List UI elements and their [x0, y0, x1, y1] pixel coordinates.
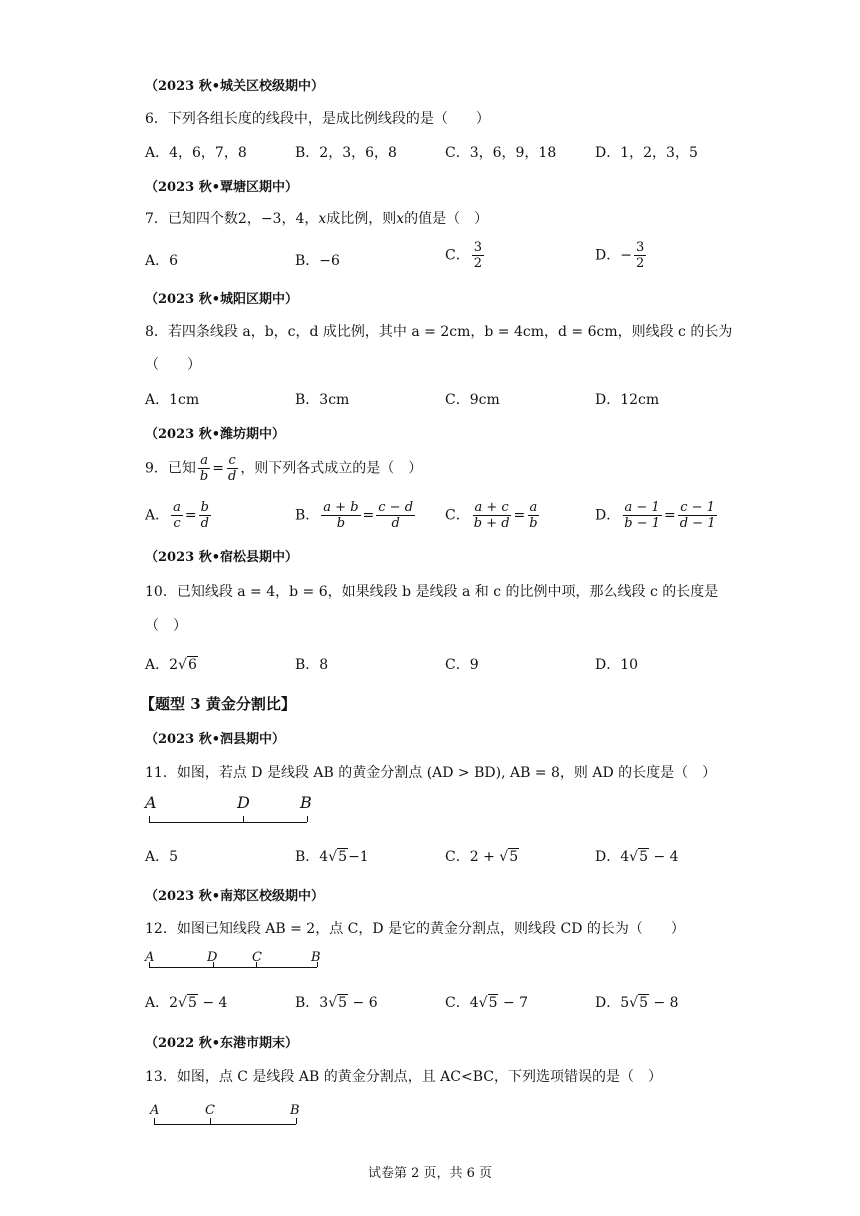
question-6-stem: 6．下列各组长度的线段中，是成比例线段的是（ ）	[145, 111, 490, 127]
q13-point-c-label: C	[205, 1103, 215, 1118]
q11-option-d: D．4√5 − 4	[595, 849, 679, 865]
q11-tick-d	[243, 816, 244, 822]
q7-option-d: D．− $\frac{3}{2}$	[595, 240, 645, 271]
q11-option-a: A．5	[145, 849, 179, 865]
q10-option-c: C．9	[445, 657, 479, 673]
q11-point-d-label: D	[237, 793, 250, 812]
question-13-stem: 13．如图，点 C 是线段 AB 的黄金分割点，且 AC<BC，下列选项错误的是（ ）	[145, 1069, 662, 1085]
q9-option-c: C． $\frac{a + c}{b + d}$ = $\frac{a}{b}$	[445, 500, 538, 531]
question-10-stem-cont: （ ）	[145, 618, 187, 634]
q13-tick-b	[296, 1118, 297, 1124]
question-10-stem: 10．已知线段 a = 4，b = 6，如果线段 b 是线段 a 和 c 的比例中项，那么线段 c 的长度是	[145, 584, 719, 600]
source-q9: （2023 秋•潍坊期中）	[145, 427, 286, 442]
q12-tick-b	[317, 962, 318, 967]
question-7-stem: 7．已知四个数2，−3，4，x成比例，则x的值是（ ）	[145, 211, 489, 227]
q12-tick-d	[213, 962, 214, 967]
q13-tick-c	[210, 1118, 211, 1124]
q13-point-a-label: A	[150, 1103, 160, 1118]
q11-tick-b	[307, 816, 308, 822]
q7-option-c: C． $\frac{3}{2}$	[445, 240, 482, 271]
q7-option-a: A．6	[145, 253, 179, 269]
source-q12: （2023 秋•南郑区校级期中）	[145, 889, 325, 904]
q12-option-d: D．5√5 − 8	[595, 995, 679, 1011]
q11-option-c: C．2 + √5	[445, 849, 519, 865]
source-q13: （2022 秋•东港市期末）	[145, 1036, 299, 1051]
q11-segment-line	[149, 822, 307, 823]
q8-option-d: D．12cm	[595, 392, 660, 408]
source-q10: （2023 秋•宿松县期中）	[145, 550, 299, 565]
q10-option-b: B．8	[295, 657, 329, 673]
q6-option-b: B．2，3，6，8	[295, 145, 397, 161]
q12-point-a-label: A	[145, 950, 155, 965]
source-q6: （2023 秋•城关区校级期中）	[145, 79, 325, 94]
q12-option-b: B．3√5 − 6	[295, 995, 378, 1011]
question-8-stem-cont: （ ）	[145, 357, 201, 373]
q12-tick-a	[149, 962, 150, 967]
question-9-stem: 9．已知 $\frac{a}{b}$ = $\frac{c}{d}$ ，则下列各式成立的是（ ）	[145, 453, 423, 484]
q8-option-b: B．3cm	[295, 392, 350, 408]
q12-segment-line	[149, 967, 317, 968]
q12-point-d-label: D	[207, 950, 218, 965]
q6-option-a: A．4，6，7，8	[145, 145, 247, 161]
q12-point-c-label: C	[252, 950, 262, 965]
q11-tick-a	[149, 816, 150, 822]
question-12-stem: 12．如图已知线段 AB = 2，点 C，D 是它的黄金分割点，则线段 CD 的长为（ ）	[145, 921, 685, 937]
source-q7: （2023 秋•覃塘区期中）	[145, 180, 299, 195]
page-footer: 试卷第 2 页，共 6 页	[367, 1166, 493, 1181]
question-8-stem: 8．若四条线段 a，b，c，d 成比例，其中 a = 2cm，b = 4cm，d = 6cm，则线段 c 的长为	[145, 324, 733, 340]
q12-tick-c	[256, 962, 257, 967]
source-q8: （2023 秋•城阳区期中）	[145, 292, 299, 307]
source-q11: （2023 秋•泗县期中）	[145, 732, 286, 747]
q10-option-d: D．10	[595, 657, 639, 673]
q13-segment-line	[154, 1124, 296, 1125]
q13-tick-a	[154, 1118, 155, 1124]
q9-option-d: D． $\frac{a - 1}{b - 1}$ = $\frac{c - 1}{d - 1}$	[595, 500, 716, 531]
q11-point-b-label: B	[300, 793, 312, 812]
q9-option-b: B． $\frac{a + b}{b}$ = $\frac{c - d}{d}$	[295, 500, 414, 531]
q13-point-b-label: B	[290, 1103, 300, 1118]
section-heading: 【题型 3 黄金分割比】	[140, 695, 296, 713]
q11-option-b: B．4√5−1	[295, 849, 369, 865]
q7-option-b: B．−6	[295, 253, 340, 269]
q9-option-a: A． $\frac{a}{c}$ = $\frac{b}{d}$	[145, 500, 209, 531]
q8-option-c: C．9cm	[445, 392, 500, 408]
q12-option-a: A．2√5 − 4	[145, 995, 228, 1011]
q12-option-c: C．4√5 − 7	[445, 995, 529, 1011]
q10-option-a: A．2√6	[145, 657, 197, 673]
q12-point-b-label: B	[311, 950, 321, 965]
q11-point-a-label: A	[145, 793, 157, 812]
q6-option-d: D．1，2，3，5	[595, 145, 698, 161]
q8-option-a: A．1cm	[145, 392, 200, 408]
q6-option-c: C．3，6，9，18	[445, 145, 557, 161]
question-11-stem: 11．如图，若点 D 是线段 AB 的黄金分割点 (AD > BD), AB = 8，则 AD 的长度是（ ）	[145, 765, 717, 781]
